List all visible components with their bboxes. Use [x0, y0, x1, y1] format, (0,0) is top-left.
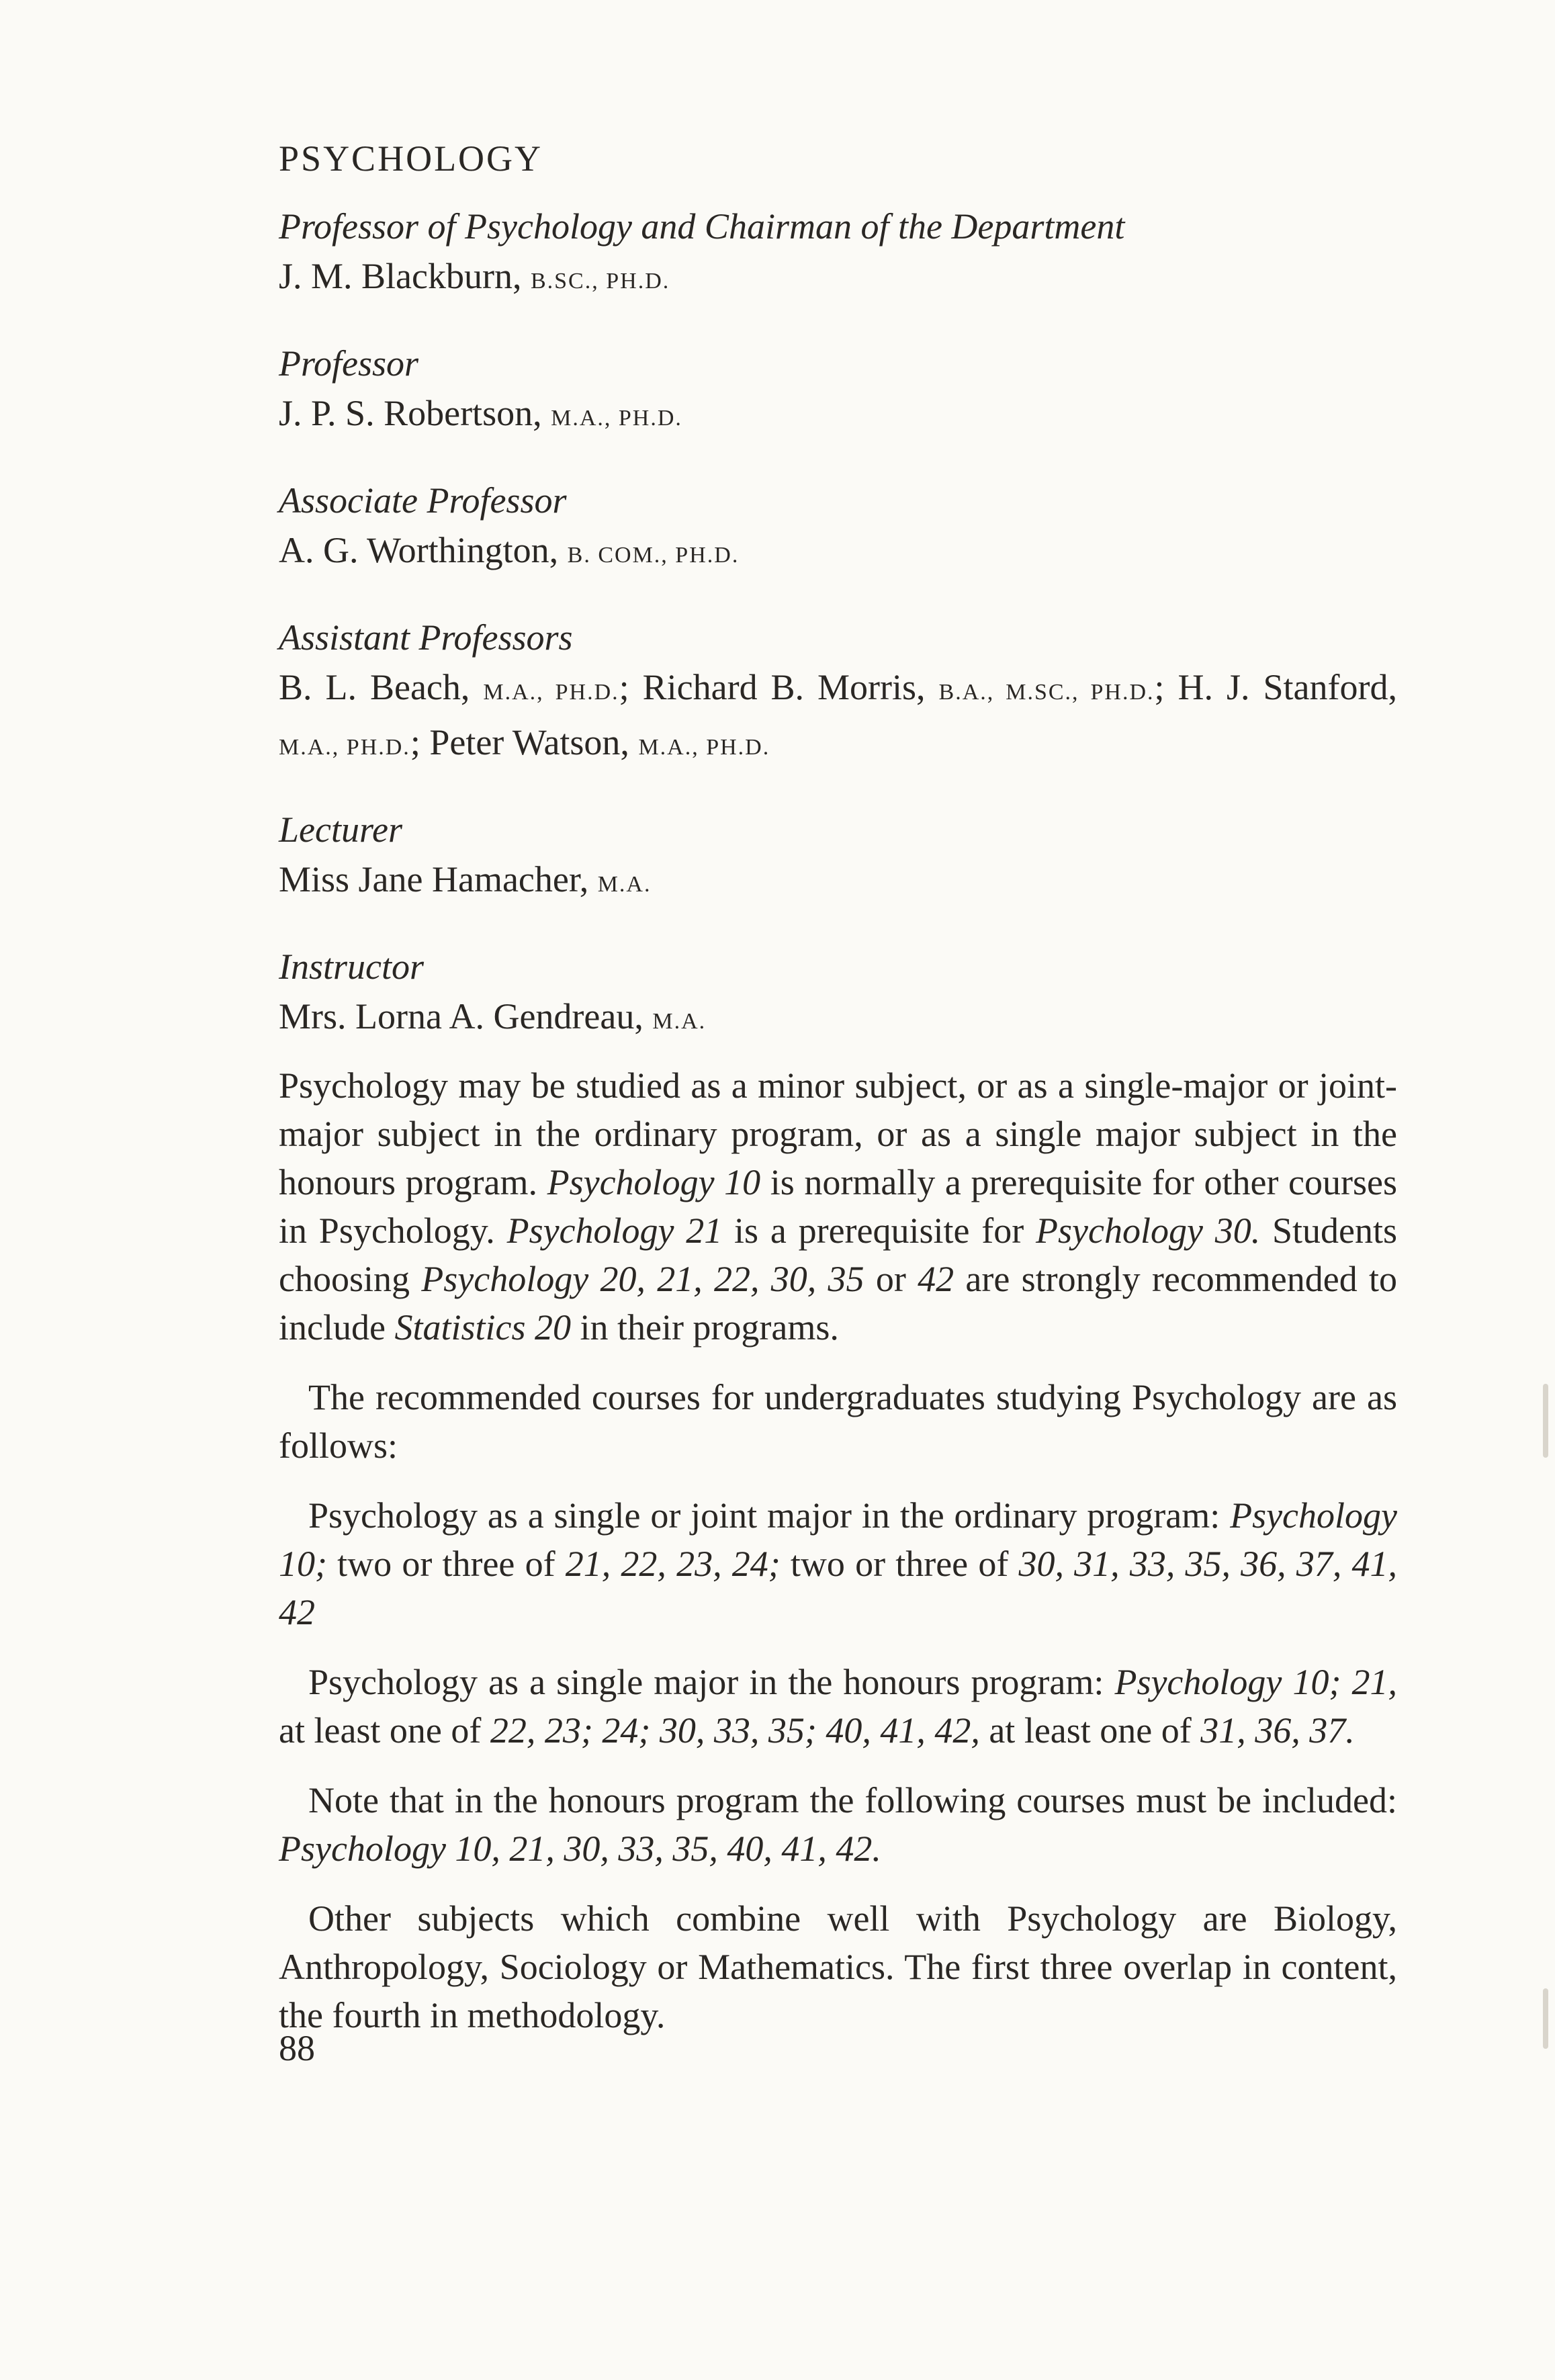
text-run: two or three of [326, 1544, 566, 1584]
staff-group-chairman [279, 202, 1397, 306]
course-ref: Psychology 10; [279, 1495, 1397, 1584]
department-title: PSYCHOLOGY [279, 138, 543, 179]
course-ref: 31, 36, 37. [1200, 1710, 1355, 1751]
text-run: at least one of [279, 1710, 490, 1751]
course-ref: Psychology 10; 21, [1114, 1662, 1397, 1702]
paragraph-honours-program [279, 1658, 1397, 1755]
staff-degrees: M.A., PH.D. [483, 680, 619, 705]
scan-edge-mark [1543, 1988, 1548, 2049]
course-ref: Statistics 20 [394, 1307, 571, 1348]
staff-degrees: M.A., PH.D. [638, 735, 770, 760]
staff-degrees: B. COM., PH.D. [567, 543, 740, 568]
course-ref: Psychology 30. [1036, 1210, 1261, 1251]
page-number: 88 [279, 2028, 315, 2068]
program-description [279, 1061, 1397, 2061]
staff-degrees: M.A. [652, 1009, 707, 1034]
paragraph-ordinary-program [279, 1491, 1397, 1636]
text-run: in their programs. [570, 1307, 839, 1348]
separator: ; [619, 667, 643, 707]
staff-name: Mrs. Lorna A. Gendreau, [279, 996, 653, 1037]
role-heading: Associate Professor [279, 480, 567, 521]
text-run: at least one of [979, 1710, 1201, 1751]
staff-name: B. L. Beach, [279, 667, 484, 707]
staff-degrees: M.A., PH.D. [279, 735, 410, 760]
course-ref: Psychology 10 [547, 1162, 761, 1202]
staff-entry [279, 662, 1397, 773]
course-ref: 22, 23; 24; 30, 33, 35; 40, 41, 42, [490, 1710, 980, 1751]
staff-degrees: B.SC., PH.D. [530, 269, 670, 294]
staff-name: H. J. Stanford, [1178, 667, 1397, 707]
paragraph-prerequisites [279, 1061, 1397, 1352]
text-run: Psychology as a single or joint major in the ordinary program: [308, 1495, 1231, 1536]
staff-name: Miss Jane Hamacher, [279, 859, 598, 899]
text-run: Psychology as a single major in the honours program: [308, 1662, 1115, 1702]
text-run: Psychology may be studied as a minor subject, or as a single-major or joint-major subject in the ordinary program, or as a single major subject in the honours program. [279, 1065, 1397, 1202]
course-ref: 30, 31, 33, 35, 36, 37, 41, 42 [279, 1544, 1398, 1632]
staff-entry [279, 251, 1397, 306]
text-run: two or three of [780, 1544, 1019, 1584]
paragraph-honours-required [279, 1776, 1397, 1873]
text-run: is normally a prerequisite for other courses in Psychology. [279, 1162, 1398, 1251]
staff-degrees: M.A., PH.D. [551, 406, 682, 431]
paragraph-other-subjects: Other subjects which combine well with Psychology are Biology, Anthropology, Sociology or Mathematics. The first three overlap in content, the fourth in methodology. [279, 1898, 1397, 2035]
scan-edge-mark [1543, 1384, 1548, 1458]
staff-degrees: B.A., M.SC., PH.D. [938, 680, 1155, 705]
staff-group-professor [279, 339, 1397, 443]
text-run: is a prerequisite for [722, 1210, 1036, 1251]
staff-name: J. P. S. Robertson, [279, 393, 551, 433]
role-heading: Instructor [279, 946, 424, 987]
role-heading: Professor of Psychology and Chairman of the Department [279, 206, 1125, 247]
staff-entry [279, 991, 1397, 1047]
staff-entry [279, 854, 1397, 910]
staff-name: Peter Watson, [429, 722, 639, 762]
staff-group-assistant-professors [279, 613, 1397, 773]
staff-group-associate-professor [279, 476, 1397, 580]
staff-group-lecturer [279, 805, 1397, 910]
course-ref: Psychology 10, 21, 30, 33, 35, 40, 41, 42. [279, 1828, 881, 1869]
staff-name: J. M. Blackburn, [279, 256, 531, 296]
role-heading: Professor [279, 343, 419, 384]
course-ref: 42 [918, 1259, 954, 1299]
text-run: Students choosing [279, 1210, 1398, 1299]
text-run: Note that in the honours program the following courses must be included: [308, 1780, 1397, 1820]
staff-entry [279, 388, 1397, 443]
staff-entry [279, 525, 1397, 580]
course-ref: 21, 22, 23, 24; [565, 1544, 781, 1584]
role-heading: Lecturer [279, 809, 402, 850]
paragraph-recommended: The recommended courses for undergraduates studying Psychology are as follows: [279, 1377, 1397, 1466]
staff-group-instructor [279, 942, 1397, 1047]
role-heading: Assistant Professors [279, 617, 573, 658]
staff-name: Richard B. Morris, [642, 667, 939, 707]
staff-listing [279, 202, 1397, 1079]
text-run: are strongly recommended to include [279, 1259, 1397, 1348]
staff-name: A. G. Worthington, [279, 530, 568, 570]
course-ref: Psychology 21 [506, 1210, 723, 1251]
text-run: or [864, 1259, 918, 1299]
separator: ; [1154, 667, 1178, 707]
staff-degrees: M.A. [597, 872, 652, 897]
course-ref: Psychology 20, 21, 22, 30, 35 [421, 1259, 864, 1299]
separator: ; [410, 722, 430, 762]
